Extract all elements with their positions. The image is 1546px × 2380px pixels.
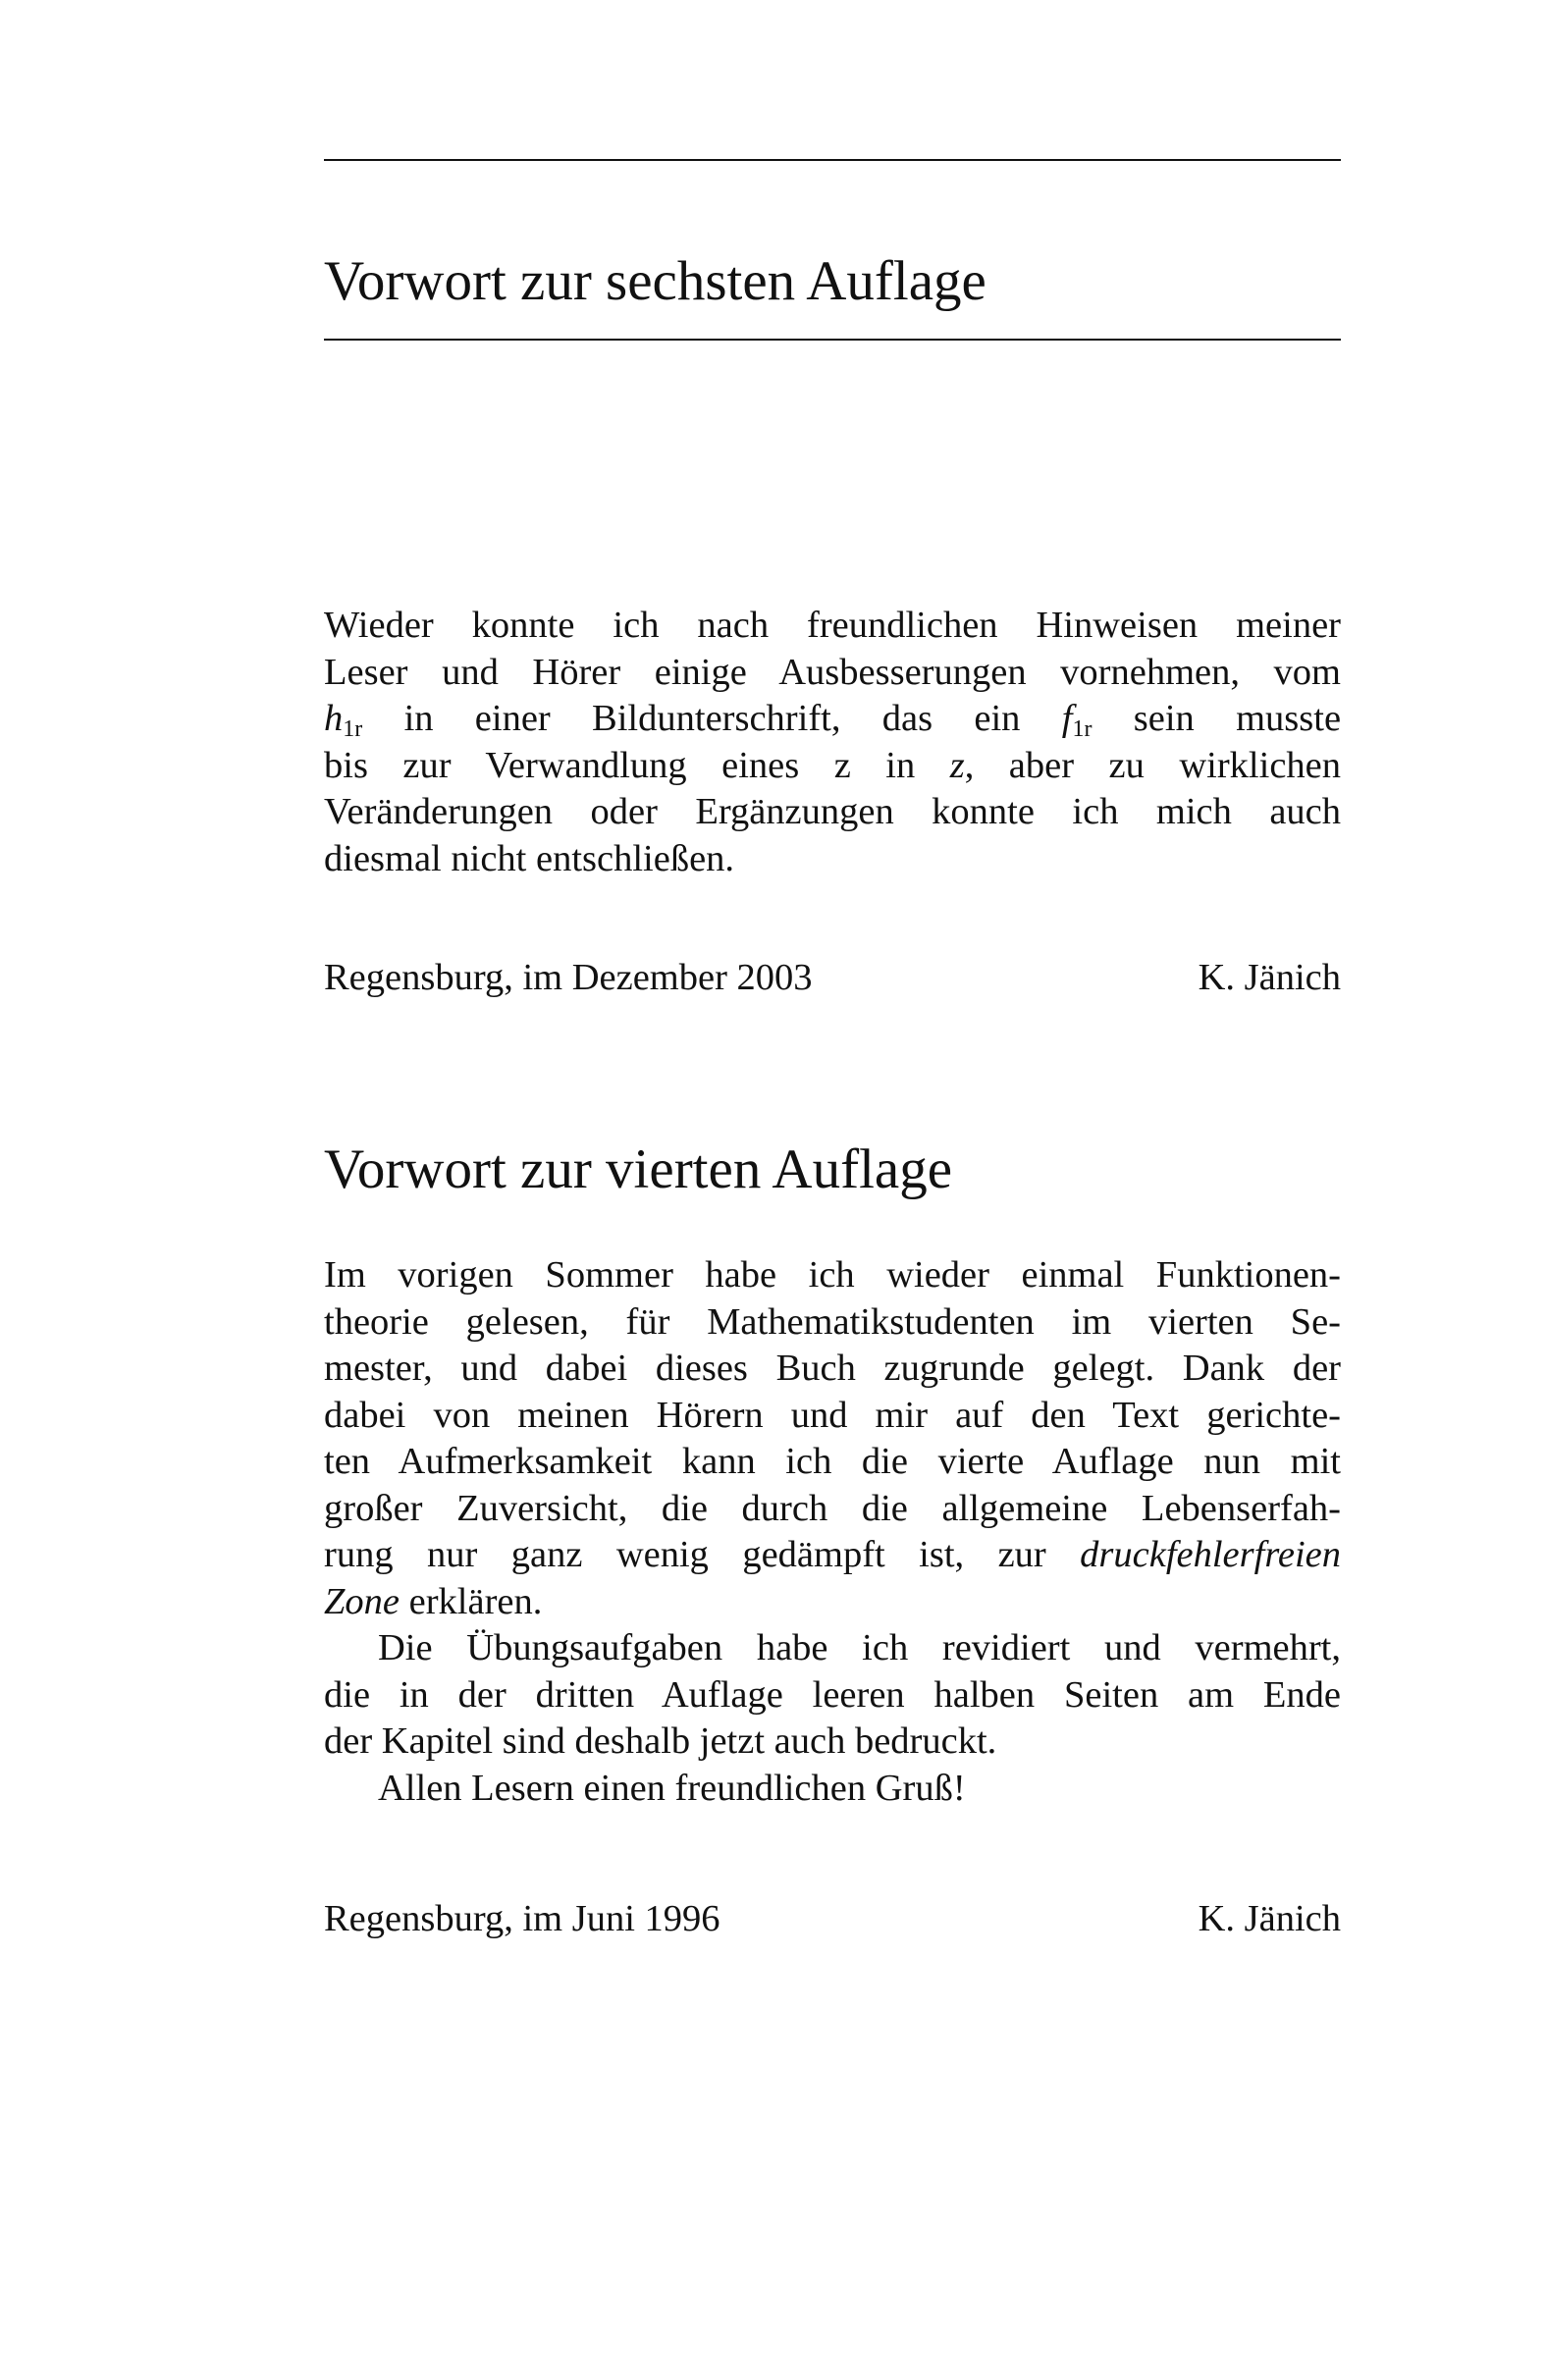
emphasis: Zone bbox=[324, 1580, 400, 1622]
text-line bbox=[324, 1532, 1341, 1579]
fourth-preface-title: Vorwort zur vierten Auflage bbox=[324, 1138, 952, 1200]
text-line bbox=[324, 1579, 1341, 1626]
author: K. Jänich bbox=[1198, 957, 1341, 998]
fourth-preface-text bbox=[324, 1252, 1341, 1812]
text-line: großer Zuversicht, die durch die allgemeine Lebenserfah- bbox=[324, 1487, 1341, 1529]
text-segment: in einer Bildunterschrift, das ein bbox=[403, 698, 1021, 739]
text-segment: bis zur Verwandlung eines z in bbox=[324, 744, 916, 786]
text-line: dabei von meinen Hörern und mir auf den Text gerichte- bbox=[324, 1394, 1341, 1436]
math-subscript: 1r bbox=[1072, 716, 1093, 742]
text-line: Die Übungsaufgaben habe ich revidiert und vermehrt, bbox=[378, 1627, 1341, 1668]
text-line bbox=[324, 696, 1341, 743]
text-line: der Kapitel sind deshalb jetzt auch bedruckt. bbox=[324, 1720, 997, 1762]
math-f: f bbox=[1061, 698, 1073, 739]
text-line: mester, und dabei dieses Buch zugrunde gelegt. Dank der bbox=[324, 1348, 1341, 1389]
author: K. Jänich bbox=[1198, 1898, 1341, 1939]
emphasis: druckfehlerfreien bbox=[1080, 1534, 1341, 1575]
text-segment: sein musste bbox=[1133, 698, 1342, 739]
text-line: Allen Lesern einen freundlichen Gruß! bbox=[378, 1767, 966, 1809]
sixth-preface-title: Vorwort zur sechsten Auflage bbox=[324, 250, 986, 312]
math-h: h bbox=[324, 698, 344, 739]
fourth-signoff bbox=[324, 1896, 1341, 1943]
text-segment: rung nur ganz wenig gedämpft ist, zur bbox=[324, 1534, 1046, 1575]
place-date: Regensburg, im Dezember 2003 bbox=[324, 957, 813, 998]
text-line: Wieder konnte ich nach freundlichen Hinweisen meiner bbox=[324, 605, 1341, 646]
text-line bbox=[324, 743, 1341, 790]
sixth-signoff bbox=[324, 955, 1341, 1002]
place-date: Regensburg, im Juni 1996 bbox=[324, 1898, 720, 1939]
text-line: diesmal nicht entschließen. bbox=[324, 837, 735, 879]
text-segment: erklären. bbox=[408, 1580, 543, 1622]
text-line: theorie gelesen, für Mathematikstudenten im vierten Se- bbox=[324, 1300, 1341, 1343]
text-line: ten Aufmerksamkeit kann ich die vierte Auflage nun mit bbox=[324, 1441, 1341, 1482]
text-line: Veränderungen oder Ergänzungen konnte ich mich auch bbox=[324, 791, 1341, 832]
math-subscript: 1r bbox=[343, 716, 363, 742]
title-rule-bottom bbox=[324, 339, 1341, 341]
sixth-preface-text bbox=[324, 603, 1341, 882]
title-rule-top bbox=[324, 159, 1341, 161]
text-line: Im vorigen Sommer habe ich wieder einmal Funktionen- bbox=[324, 1254, 1341, 1296]
text-segment: , aber zu wirklichen bbox=[964, 744, 1341, 786]
text-line: die in der dritten Auflage leeren halben Seiten am Ende bbox=[324, 1673, 1341, 1716]
math-z: z bbox=[949, 744, 965, 786]
text-line: Leser und Hörer einige Ausbesserungen vornehmen, vom bbox=[324, 651, 1341, 693]
